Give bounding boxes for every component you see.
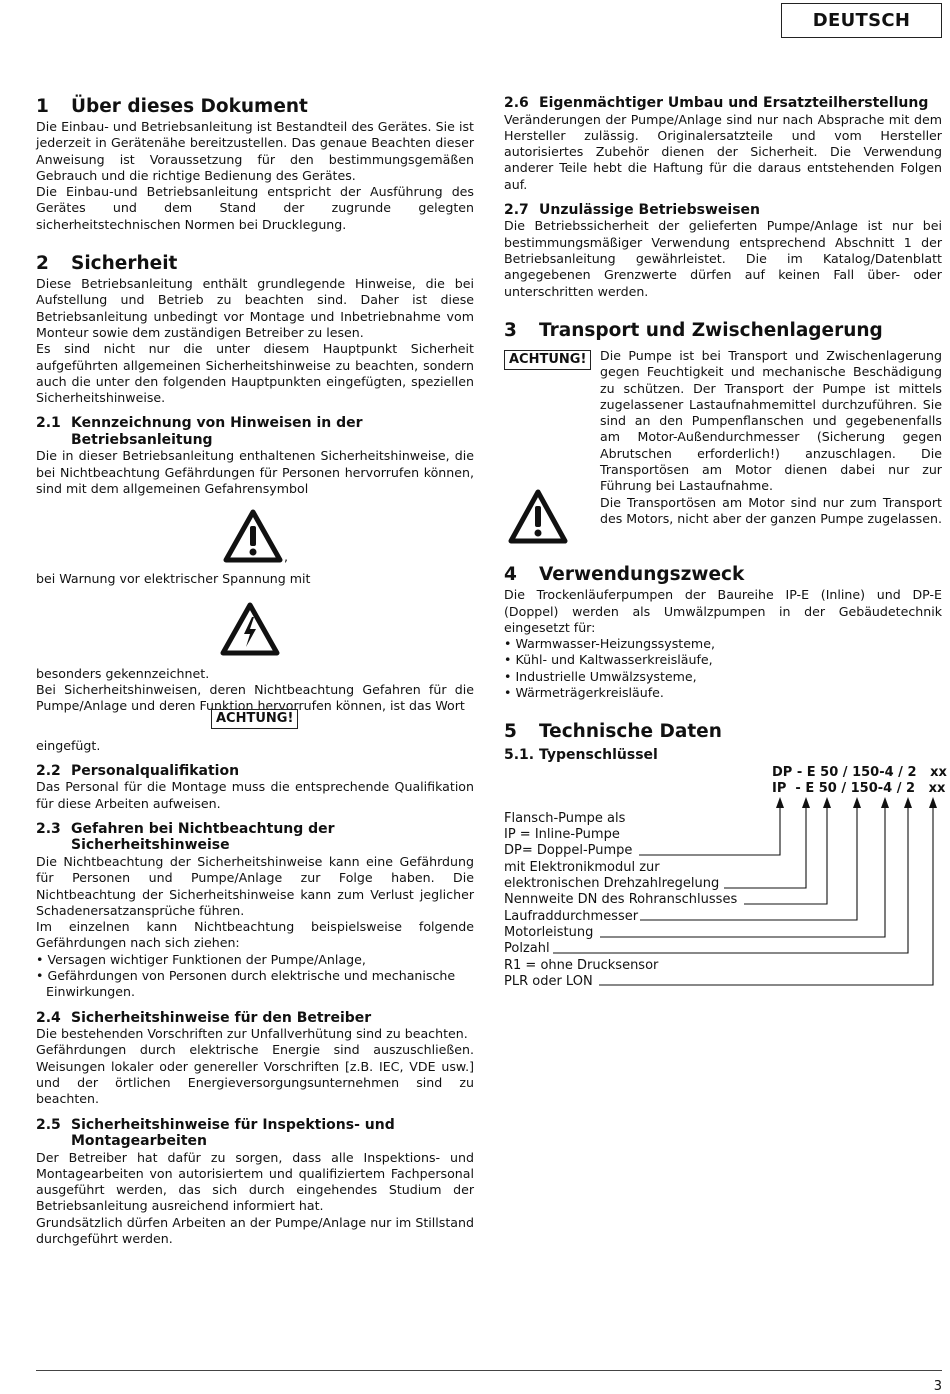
list-item: • Gefährdungen von Personen durch elektrische und mechanische Einwirkungen. <box>36 968 474 1001</box>
voltage-symbol-row <box>26 592 474 666</box>
footer-divider <box>36 1370 942 1371</box>
language-label: DEUTSCH <box>781 3 942 38</box>
section-2-4-paragraph: Die bestehenden Vorschriften zur Unfallverhütung sind zu beachten. <box>36 1026 468 1042</box>
left-column <box>36 95 474 1247</box>
achtung-label: ACHTUNG! <box>211 709 298 729</box>
warning-triangle-icon <box>507 488 569 546</box>
list-item: • Warmwasser-Heizungssysteme, <box>504 636 942 652</box>
type-key-label: Motorleistung <box>504 924 594 940</box>
section-2-6 <box>504 95 942 193</box>
type-key-label: elektronischen Drehzahlregelung <box>504 875 720 891</box>
list-item: • Industrielle Umwälzsysteme, <box>504 669 942 685</box>
section-2-7 <box>504 202 942 300</box>
section-2-4 <box>36 1010 474 1108</box>
section-2-5-heading: 2.5 Sicherheitshinweise für Inspektions- und Montagearbeiten <box>36 1116 395 1150</box>
section-2-paragraph: Diese Betriebsanleitung enthält grundlegende Hinweise, die bei Aufstellung und Betrieb zu beachten sind. Daher ist diese Betriebsanleitung unbedingt vor Montage und Inbetriebnahme vom Monteur sowie dem zuständigen Betreiber zu lesen. <box>36 276 474 340</box>
section-1 <box>36 95 474 233</box>
type-key-label: Nennweite DN des Rohranschlusses <box>504 891 738 907</box>
section-2-paragraph: Es sind nicht nur die unter diesem Hauptpunkt Sicherheit aufgeführten allgemeinen Sicherheitshinweise zu beachten, sondern auch die unter den folgenden Hauptpunkten eingefügten, speziellen Sicherheitshinweise. <box>36 341 474 406</box>
section-4-paragraph: Die Trockenläuferpumpen der Baureihe IP-E (Inline) und DP-E (Doppel) werden als Umwälzpumpen in der Gebäudetechnik eingesetzt für: <box>504 587 942 635</box>
type-key-diagram <box>504 764 947 1004</box>
section-5-1 <box>504 747 947 1004</box>
section-2-3-paragraph: Im einzelnen kann Nichtbeachtung beispielsweise folgende Gefährdungen nach sich ziehen: <box>36 919 474 951</box>
section-2-heading: 2 Sicherheit <box>36 253 178 275</box>
section-2-4-paragraph: Gefährdungen durch elektrische Energie sind auszuschließen. Weisungen lokaler oder genereller Vorschriften [z.B. IEC, VDE usw.] und der örtlichen Energieversorgungsunternehmen sind zu beachten. <box>36 1042 474 1107</box>
type-code-ip: IP - E 50 / 150-4 / 2 xx <box>772 780 946 796</box>
section-2-4-heading: 2.4 Sicherheitshinweise für den Betreiber <box>36 1009 372 1026</box>
type-key-label: IP = Inline-Pumpe <box>504 826 620 842</box>
section-2-5 <box>36 1117 474 1248</box>
section-2-3 <box>36 821 474 1001</box>
section-4 <box>504 563 942 701</box>
section-2-6-paragraph: Veränderungen der Pumpe/Anlage sind nur nach Absprache mit dem Hersteller zulässig. Originalersatzteile und vom Hersteller autorisiertes Zubehör dienen der Sicherheit. Die Verwendung anderer Teile hebt die Haftung für die daraus entstehenden Folgen auf. <box>504 111 942 192</box>
list-item: • Kühl- und Kaltwasserkreisläufe, <box>504 652 942 668</box>
section-2-3-heading: 2.3 Gefahren bei Nichtbeachtung der Sicherheitshinweise <box>36 820 335 854</box>
section-2-3-list <box>36 952 474 1001</box>
section-2-7-paragraph: Die Betriebssicherheit der gelieferten Pumpe/Anlage ist nur bei bestimmungsmäßiger Verwendung entsprechend Abschnitt 1 der Betriebsanleitung gewährleistet. Die im Katalog/Datenblatt angegebenen Grenzwerte dürfen auf keinen Fall über- oder unterschritten werden. <box>504 218 942 299</box>
section-3-heading: 3 Transport und Zwischenlagerung <box>504 319 883 341</box>
section-3 <box>504 319 942 527</box>
warning-triangle-icon <box>222 508 284 564</box>
type-key-label: Polzahl <box>504 940 550 956</box>
section-5-heading: 5 Technische Daten <box>504 721 722 743</box>
electric-voltage-warning-icon <box>219 601 281 657</box>
section-5-1-heading: 5.1. Typenschlüssel <box>504 747 658 764</box>
achtung-label: ACHTUNG! <box>504 350 591 370</box>
section-2 <box>36 252 474 406</box>
list-item: • Wärmeträgerkreisläufe. <box>504 685 942 701</box>
section-3-paragraph: Die Transportösen am Motor sind nur zum Transport des Motors, nicht aber der ganzen Pumpe zugelassen. <box>600 494 942 526</box>
section-3-paragraph: Die Pumpe ist bei Transport und Zwischenlagerung gegen Feuchtigkeit und mechanische Beschädigung zu schützen. Der Transport der Pumpe ist mittels zugelassener Lastaufnahmemittel durchzuführen. Sie sind an den Pumpenflanschen und gegebenenfalls am Motor-Außendurchmesser (Sicherung gegen Abrutschen erforderlich!) anzuschlagen. Die Transportösen am Motor dienen dabei nur zur Führung bei Lastaufnahme. <box>600 347 942 494</box>
danger-symbol-row: , <box>36 501 474 571</box>
section-5 <box>504 720 942 744</box>
type-key-label: mit Elektronikmodul zur <box>504 859 660 875</box>
section-4-list <box>504 636 942 701</box>
transport-warning <box>504 348 942 527</box>
section-1-paragraph: Die Einbau-und Betriebsanleitung entspricht der Ausführung des Gerätes und dem Stand der zugrunde gelegten sicherheitstechnischen Normen bei Drucklegung. <box>36 184 474 232</box>
right-column <box>504 95 947 1004</box>
type-key-label: Laufraddurchmesser <box>504 908 639 924</box>
type-key-label: R1 = ohne Drucksensor <box>504 957 659 973</box>
section-2-2-paragraph: Das Personal für die Montage muss die entsprechende Qualifikation für diese Arbeiten aufweisen. <box>36 779 474 811</box>
section-2-2-heading: 2.2 Personalqualifikation <box>36 762 240 779</box>
section-2-1-paragraph: Bei Sicherheitshinweisen, deren Nichtbeachtung Gefahren für die Pumpe/Anlage und deren Funktion hervorrufen können, ist das Wort <box>36 681 474 714</box>
section-2-1-paragraph: eingefügt. <box>36 737 101 753</box>
section-2-5-paragraph: Der Betreiber hat dafür zu sorgen, dass alle Inspektions- und Montagearbeiten von autorisiertem und qualifiziertem Fachpersonal ausgeführt werden, das sich durch eingehendes Studium der Betriebsanleitung ausreichend informiert hat. <box>36 1149 474 1214</box>
section-2-5-paragraph: Grundsätzlich dürfen Arbeiten an der Pumpe/Anlage nur im Stillstand durchgeführt werden. <box>36 1214 474 1247</box>
section-2-6-heading: 2.6 Eigenmächtiger Umbau und Ersatzteilherstellung <box>504 95 929 111</box>
section-2-2 <box>36 763 474 812</box>
type-code-dp: DP - E 50 / 150-4 / 2 xx <box>772 764 947 780</box>
type-key-label: DP= Doppel-Pumpe <box>504 842 633 858</box>
type-key-label: Flansch-Pumpe als <box>504 810 626 826</box>
section-2-1-heading: 2.1 Kennzeichnung von Hinweisen in der Betriebsanleitung <box>36 415 363 448</box>
section-2-1 <box>36 415 474 753</box>
section-2-3-paragraph: Die Nichtbeachtung der Sicherheitshinweise kann eine Gefährdung für Personen und Pumpe/Anlage zur Folge haben. Die Nichtbeachtung der Sicherheitshinweise kann zum Verlust jeglicher Schadenersatzansprüche führen. <box>36 853 474 918</box>
section-1-paragraph: Die Einbau- und Betriebsanleitung ist Bestandteil des Gerätes. Sie ist jederzeit in Gerätenähe bereitzustellen. Das genaue Beachten dieser Anweisung ist Voraussetzung für den bestimmungsgemäßen Gebrauch und die richtige Bedienung des Gerätes. <box>36 119 474 183</box>
section-2-1-paragraph: bei Warnung vor elektrischer Spannung mit <box>36 571 311 587</box>
section-1-heading: 1 Über dieses Dokument <box>36 96 308 117</box>
section-4-heading: 4 Verwendungszweck <box>504 564 745 586</box>
type-key-label: PLR oder LON <box>504 973 593 989</box>
section-2-1-paragraph: Die in dieser Betriebsanleitung enthaltenen Sicherheitshinweise, die bei Nichtbeachtung Gefährdungen für Personen hervorrufen können, sind mit dem allgemeinen Gefahrensymbol <box>36 448 474 497</box>
page-number: 3 <box>933 1379 942 1394</box>
section-2-1-paragraph: besonders gekennzeichnet. <box>36 665 210 681</box>
section-2-7-heading: 2.7 Unzulässige Betriebsweisen <box>504 201 760 218</box>
list-item: • Versagen wichtiger Funktionen der Pumpe/Anlage, <box>36 952 474 968</box>
